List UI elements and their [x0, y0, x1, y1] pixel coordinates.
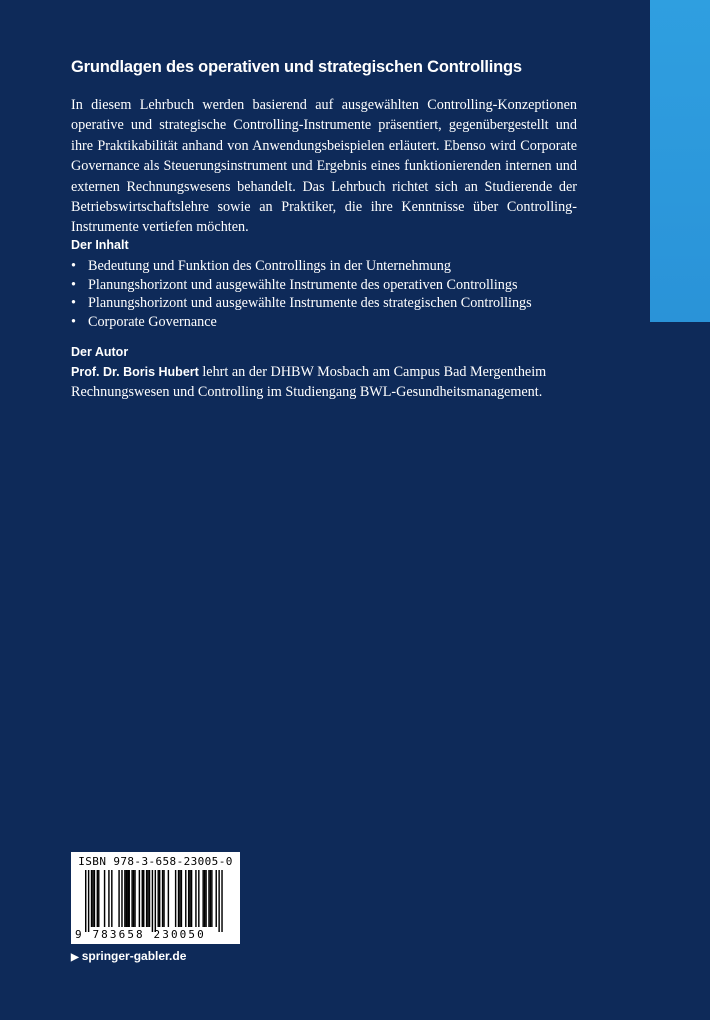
- barcode-bar: [202, 870, 203, 927]
- barcode-bar: [124, 870, 125, 927]
- barcode-bar: [142, 870, 143, 927]
- bullet-icon: •: [71, 313, 76, 330]
- barcode-bar: [98, 870, 99, 927]
- list-item: • Corporate Governance: [71, 313, 217, 330]
- barcode-bar: [158, 870, 159, 927]
- publisher-link[interactable]: [71, 949, 186, 963]
- list-item: • Planungshorizont und ausgewählte Instrumente des strategischen Controllings: [71, 295, 532, 312]
- barcode-bar: [118, 870, 119, 927]
- barcode-bar: [147, 870, 148, 927]
- accent-bar: [650, 0, 710, 322]
- barcode-bar: [85, 870, 86, 932]
- barcode-bar: [191, 870, 192, 927]
- contents-heading: Der Inhalt: [71, 238, 129, 252]
- bullet-icon: •: [71, 276, 76, 293]
- author-bio: [71, 362, 577, 402]
- barcode-bar: [162, 870, 163, 927]
- barcode-bar: [218, 870, 219, 932]
- barcode-bar: [155, 870, 156, 932]
- barcode-bar: [146, 870, 147, 927]
- isbn-barcode: [71, 852, 240, 944]
- barcode-bar: [178, 870, 179, 927]
- list-item: • Planungshorizont und ausgewählte Instrumente des operativen Controllings: [71, 276, 518, 293]
- barcode-bar: [94, 870, 95, 927]
- barcode-bar: [97, 870, 98, 927]
- barcode-bar: [152, 870, 153, 932]
- barcode-bar: [126, 870, 127, 927]
- barcode-bar: [111, 870, 112, 927]
- bullet-icon: •: [71, 258, 76, 274]
- barcode-bar: [204, 870, 205, 927]
- barcode-bar: [205, 870, 206, 927]
- barcode-bar: [210, 870, 211, 927]
- author-name: Prof. Dr. Boris Hubert: [71, 365, 199, 379]
- barcode-bar: [181, 870, 182, 927]
- isbn-label: ISBN 978-3-658-23005-0: [78, 855, 233, 868]
- barcode-bar: [139, 870, 140, 927]
- barcode-bar: [179, 870, 180, 927]
- arrow-icon: ▶: [71, 952, 79, 963]
- contents-list: [71, 257, 532, 331]
- author-heading: Der Autor: [71, 345, 129, 359]
- barcode-bar: [149, 870, 150, 927]
- author-bio-text: lehrt an der DHBW Mosbach am Campus Bad Mergentheim Rechnungswesen und Controlling im Studiengang BWL-Gesundheitsmanagement.: [71, 364, 547, 400]
- barcode-bar: [175, 870, 176, 927]
- barcode-bar: [121, 870, 122, 927]
- book-title: Grundlagen des operativen und strategischen Controllings: [71, 58, 522, 76]
- barcode-bar: [129, 870, 130, 927]
- barcode-bar: [211, 870, 212, 927]
- barcode-bar: [127, 870, 128, 927]
- barcode-bar: [91, 870, 92, 927]
- list-item: • Bedeutung und Funktion des Controllings in der Unternehmung: [71, 258, 451, 274]
- barcode-bar: [88, 870, 89, 932]
- barcode-bar: [108, 870, 109, 927]
- bullet-icon: •: [71, 295, 76, 312]
- book-description: In diesem Lehrbuch werden basierend auf ausgewählten Controlling-Konzeptionen operative und strategische Controlling-Instrumente präsentiert, gegenübergestellt und ihre Praktikabilität anhand von Anwendungsbeispielen erläutert. Ebenso wird Corporate Governance als Steuerungsinstrument und Ergebnis eines funktionierenden internen und externen Rechnungswesens behandelt. Das Lehrbuch richtet sich an Studierende der Betriebswirtschaftslehre sowie an Praktiker, die ihre Kenntnisse über Controlling-Instrumente vertiefen möchten.: [71, 97, 577, 236]
- barcode-bar: [134, 870, 135, 927]
- barcode-bar: [131, 870, 132, 927]
- barcode-bar: [221, 870, 222, 932]
- barcode-digits: 9 783658 230050: [75, 928, 206, 941]
- barcode-bar: [198, 870, 199, 927]
- barcode-bar: [188, 870, 189, 927]
- barcode-bar: [185, 870, 186, 927]
- barcode-bar: [208, 870, 209, 927]
- barcode-bar: [133, 870, 134, 927]
- barcode-bar: [143, 870, 144, 927]
- barcode-bar: [168, 870, 169, 927]
- barcode-bar: [92, 870, 93, 927]
- barcode-bar: [189, 870, 190, 927]
- publisher-url: springer-gabler.de: [81, 949, 187, 963]
- barcode-bar: [216, 870, 217, 927]
- barcode-bar: [195, 870, 196, 927]
- barcode-bar: [159, 870, 160, 927]
- barcode-bar: [104, 870, 105, 927]
- barcode-bar: [163, 870, 164, 927]
